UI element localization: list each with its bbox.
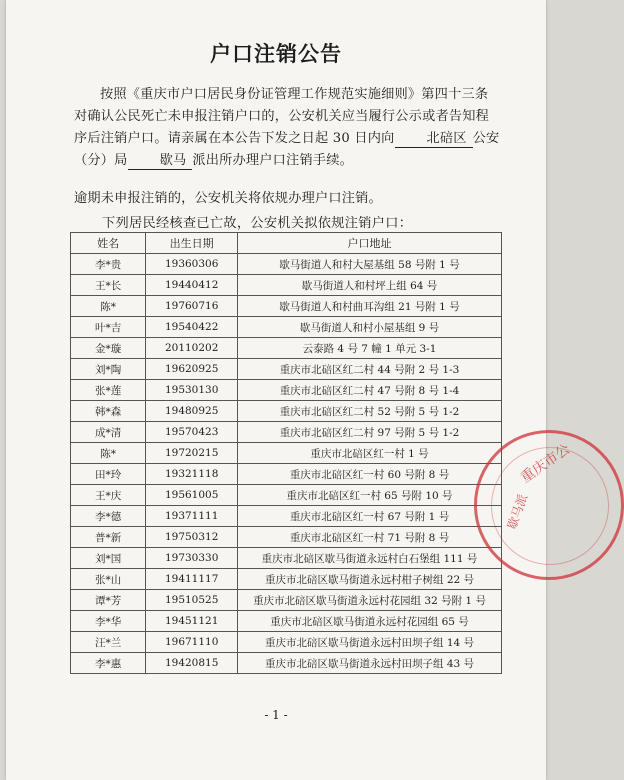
police-station-name: 歇马 xyxy=(128,153,193,170)
household-address: 重庆市北碚区歇马街道永远村花园组 65 号 xyxy=(238,611,502,632)
household-address: 重庆市北碚区红二村 44 号附 2 号 1-3 xyxy=(238,359,502,380)
table-row xyxy=(71,359,502,380)
table-row xyxy=(71,296,502,317)
birth-date: 19720215 xyxy=(146,443,238,464)
resident-name: 汪*兰 xyxy=(71,632,146,653)
household-address: 重庆市北碚区红二村 47 号附 8 号 1-4 xyxy=(238,380,502,401)
household-address: 重庆市北碚区红一村 1 号 xyxy=(238,443,502,464)
resident-name: 成*清 xyxy=(71,422,146,443)
birth-date: 19411117 xyxy=(146,569,238,590)
district-name: 北碚区 xyxy=(395,131,473,148)
table-row xyxy=(71,254,502,275)
household-address: 重庆市北碚区歇马街道永远村田坝子组 43 号 xyxy=(238,653,502,674)
seal-text-side: 歇马派 xyxy=(504,492,531,531)
table-row xyxy=(71,443,502,464)
resident-name: 刘*陶 xyxy=(71,359,146,380)
table-row xyxy=(71,548,502,569)
resident-name: 金*璇 xyxy=(71,338,146,359)
birth-date: 19510525 xyxy=(146,590,238,611)
table-row xyxy=(71,338,502,359)
table-row xyxy=(71,317,502,338)
table-row xyxy=(71,380,502,401)
deregistration-table xyxy=(70,232,502,674)
birth-date: 19321118 xyxy=(146,464,238,485)
resident-name: 李*德 xyxy=(71,506,146,527)
resident-name: 叶*吉 xyxy=(71,317,146,338)
birth-date: 19371111 xyxy=(146,506,238,527)
household-address: 重庆市北碚区红一村 67 号附 1 号 xyxy=(238,506,502,527)
column-header-birth-date: 出生日期 xyxy=(146,233,238,254)
seal-text-top: 重庆市公 xyxy=(518,441,574,487)
household-address: 歇马街道人和村坪上组 64 号 xyxy=(238,275,502,296)
resident-name: 普*新 xyxy=(71,527,146,548)
table-row xyxy=(71,590,502,611)
household-address: 歇马街道人和村曲耳沟组 21 号附 1 号 xyxy=(238,296,502,317)
household-address: 云泰路 4 号 7 幢 1 单元 3-1 xyxy=(238,338,502,359)
resident-name: 李*惠 xyxy=(71,653,146,674)
resident-name: 韩*森 xyxy=(71,401,146,422)
resident-name: 谭*芳 xyxy=(71,590,146,611)
birth-date: 19561005 xyxy=(146,485,238,506)
household-address: 重庆市北碚区歇马街道永远村田坝子组 14 号 xyxy=(238,632,502,653)
notice-text-1: 按照《重庆市户口居民身份证管理工作规范实施细则》第四十三条 对确认公民死亡未申报注销户口的，公安机关应当履行公示或者告知程序后注销户口。请亲属在本公告下发之日起 30 日内向 xyxy=(74,87,490,146)
table-row xyxy=(71,632,502,653)
resident-name: 陈* xyxy=(71,443,146,464)
notice-text-mid: 公安（分）局 xyxy=(74,131,500,168)
household-address: 重庆市北碚区红一村 71 号附 8 号 xyxy=(238,527,502,548)
household-address: 重庆市北碚区歇马街道永远村白石堡组 111 号 xyxy=(238,548,502,569)
birth-date: 19570423 xyxy=(146,422,238,443)
notice-paragraph-1 xyxy=(74,84,502,172)
birth-date: 19750312 xyxy=(146,527,238,548)
list-intro: 下列居民经核查已亡故，公安机关拟依规注销户口： xyxy=(102,216,413,231)
resident-name: 王*庆 xyxy=(71,485,146,506)
household-address: 歇马街道人和村小屋基组 9 号 xyxy=(238,317,502,338)
document-page xyxy=(6,0,574,780)
household-address: 重庆市北碚区红一村 60 号附 8 号 xyxy=(238,464,502,485)
birth-date: 19671110 xyxy=(146,632,238,653)
birth-date: 19730330 xyxy=(146,548,238,569)
household-address: 重庆市北碚区歇马街道永远村花园组 32 号附 1 号 xyxy=(238,590,502,611)
table-row xyxy=(71,401,502,422)
birth-date: 19440412 xyxy=(146,275,238,296)
household-address: 重庆市北碚区歇马街道永远村柑子树组 22 号 xyxy=(238,569,502,590)
table-header-row xyxy=(71,233,502,254)
household-address: 重庆市北碚区红一村 65 号附 10 号 xyxy=(238,485,502,506)
birth-date: 19760716 xyxy=(146,296,238,317)
resident-name: 陈* xyxy=(71,296,146,317)
birth-date: 19360306 xyxy=(146,254,238,275)
birth-date: 19620925 xyxy=(146,359,238,380)
table-row xyxy=(71,611,502,632)
resident-name: 张*山 xyxy=(71,569,146,590)
column-header-name: 姓名 xyxy=(71,233,146,254)
birth-date: 19480925 xyxy=(146,401,238,422)
birth-date: 19530130 xyxy=(146,380,238,401)
resident-name: 田*玲 xyxy=(71,464,146,485)
resident-name: 刘*国 xyxy=(71,548,146,569)
table-row xyxy=(71,422,502,443)
household-address: 重庆市北碚区红二村 52 号附 5 号 1-2 xyxy=(238,401,502,422)
table-row xyxy=(71,569,502,590)
table-row xyxy=(71,275,502,296)
page-number: - 1 - xyxy=(264,708,288,722)
resident-name: 李*贵 xyxy=(71,254,146,275)
resident-name: 张*莲 xyxy=(71,380,146,401)
notice-paragraph-2: 逾期未申报注销的，公安机关将依规办理户口注销。 xyxy=(74,191,382,206)
household-address: 歇马街道人和村大屋基组 58 号附 1 号 xyxy=(238,254,502,275)
resident-name: 王*长 xyxy=(71,275,146,296)
birth-date: 19540422 xyxy=(146,317,238,338)
table-row xyxy=(71,485,502,506)
resident-name: 李*华 xyxy=(71,611,146,632)
table-row xyxy=(71,653,502,674)
table-row xyxy=(71,527,502,548)
table-row xyxy=(71,464,502,485)
official-seal xyxy=(474,430,624,580)
birth-date: 20110202 xyxy=(146,338,238,359)
notice-text-end: 派出所办理户口注销手续。 xyxy=(192,153,353,168)
document-title: 户口注销公告 xyxy=(210,41,342,66)
table-row xyxy=(71,506,502,527)
birth-date: 19451121 xyxy=(146,611,238,632)
column-header-address: 户口地址 xyxy=(238,233,502,254)
birth-date: 19420815 xyxy=(146,653,238,674)
household-address: 重庆市北碚区红二村 97 号附 5 号 1-2 xyxy=(238,422,502,443)
